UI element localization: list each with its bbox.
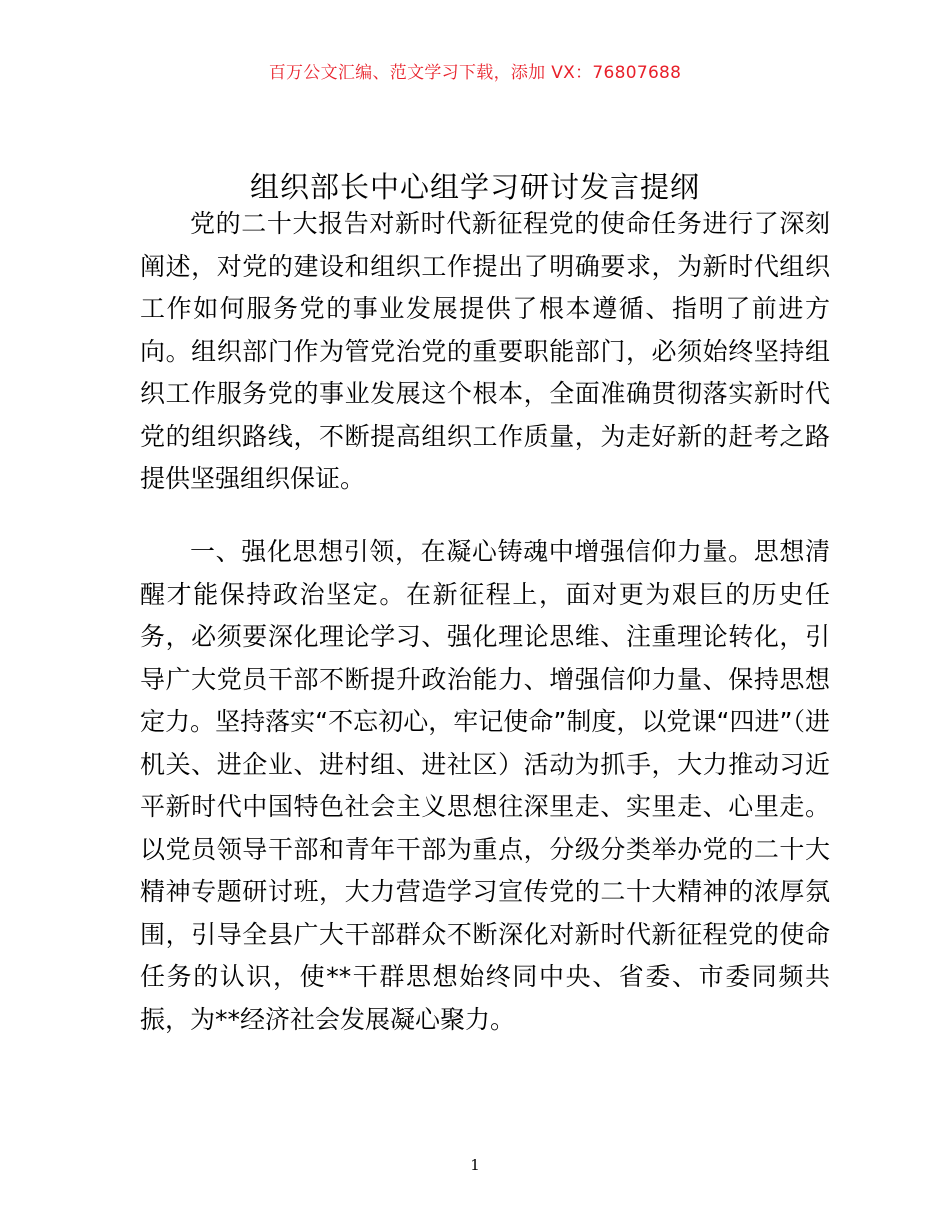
- paragraph-section-one: 一、强化思想引领，在凝心铸魂中增强信仰力量。思想清醒才能保持政治坚定。在新征程上，面对更为艰巨的历史任务，必须要深化理论学习、强化理论思维、注重理论转化，引导广大党员干部不断提升政治能力、增强信仰力量、保持思想定力。坚持落实“不忘初心，牢记使命”制度，以党课“四进”（进机关、进企业、进村组、进社区）活动为抓手，大力推动习近平新时代中国特色社会主义思想往深里走、实里走、心里走。以党员领导干部和青年干部为重点，分级分类举办党的二十大精神专题研讨班，大力营造学习宣传党的二十大精神的浓厚氛围，引导全县广大干部群众不断深化对新时代新征程党的使命任务的认识，使**干群思想始终同中央、省委、市委同频共振，为**经济社会发展凝心聚力。: [140, 537, 830, 1034]
- paragraph-intro: 党的二十大报告对新时代新征程党的使命任务进行了深刻阐述，对党的建设和组织工作提出了明确要求，为新时代组织工作如何服务党的事业发展提供了根本遵循、指明了前进方向。组织部门作为管党治党的重要职能部门，必须始终坚持组织工作服务党的事业发展这个根本，全面准确贯彻落实新时代党的组织路线，不断提高组织工作质量，为走好新的赶考之路提供坚强组织保证。: [140, 209, 830, 493]
- header-advertisement: 百万公文汇编、范文学习下载，添加 VX：76807688: [268, 63, 682, 83]
- page-number: 1: [470, 1156, 480, 1174]
- document-title: 组织部长中心组学习研讨发言提纲: [249, 170, 700, 204]
